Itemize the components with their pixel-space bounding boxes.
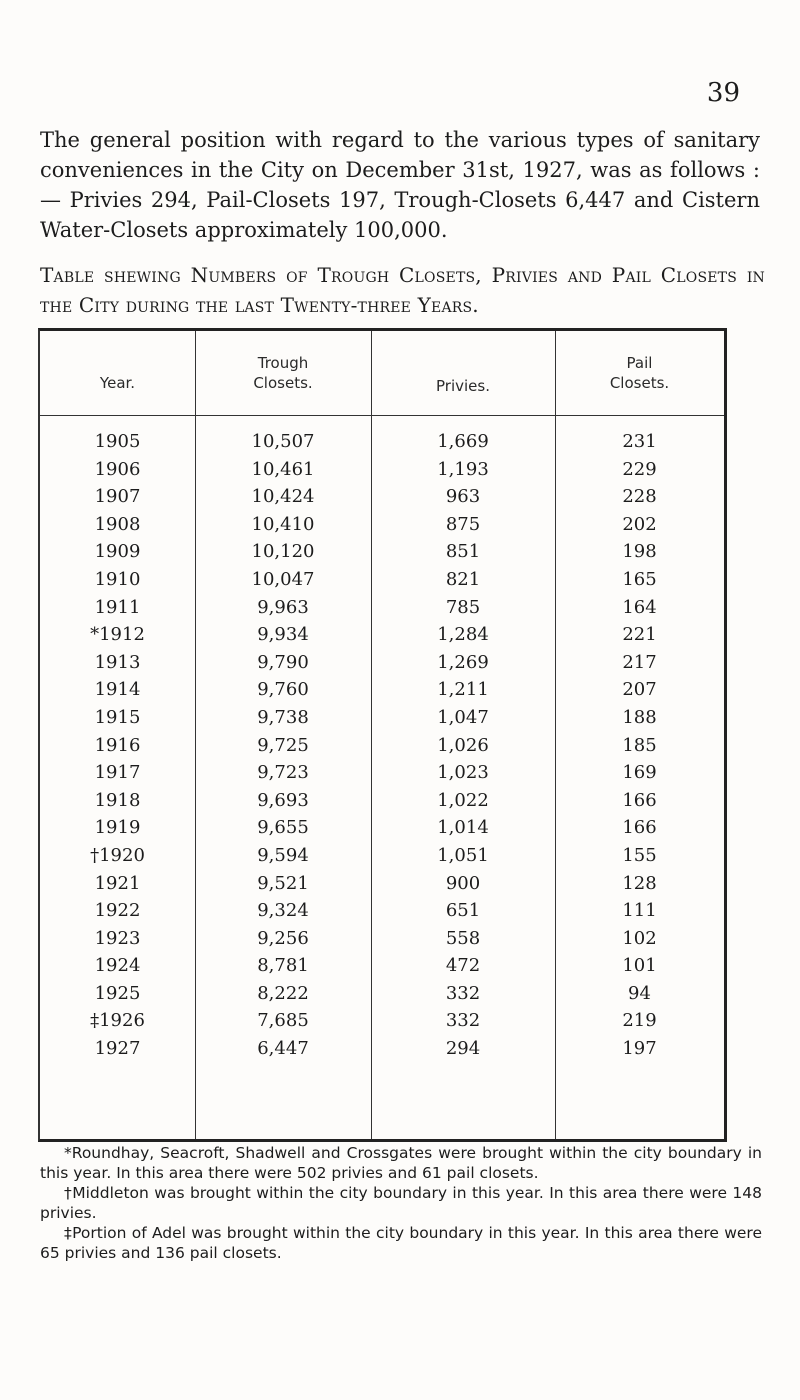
table-row: [40, 428, 724, 456]
privies-cell: 1,269: [437, 651, 489, 673]
year-cell: 1925: [94, 982, 141, 1004]
header-pail-line1: Pail: [626, 354, 653, 372]
header-trough-line2: Closets.: [253, 374, 313, 392]
pail-closets-cell: 111: [622, 900, 657, 922]
header-pail-closets: [555, 331, 724, 415]
trough-closets-cell: 10,410: [251, 513, 315, 535]
year-cell: 1905: [94, 431, 141, 452]
privies-cell: 1,051: [437, 844, 489, 866]
trough-closets-cell: 10,120: [251, 541, 315, 563]
pail-closets-cell: 229: [622, 458, 657, 480]
header-pail-line2: Closets.: [609, 374, 670, 392]
privies-cell: 332: [445, 1010, 481, 1032]
year-cell: 1919: [94, 817, 141, 839]
closets-table: [38, 328, 727, 1142]
header-year-label: Year.: [99, 374, 136, 392]
trough-closets-cell: 10,047: [251, 568, 315, 590]
table-row: [40, 594, 724, 622]
trough-closets-cell: 9,521: [257, 872, 309, 894]
table-row: [40, 787, 724, 815]
pail-closets-cell: 166: [622, 789, 657, 811]
trough-closets-cell: 6,447: [257, 1038, 309, 1060]
year-cell: 1907: [94, 486, 141, 508]
header-year: [40, 331, 195, 415]
privies-cell: 1,284: [437, 624, 489, 646]
pail-closets-cell: 228: [622, 486, 657, 508]
table-row: [40, 732, 724, 760]
footnotes: [40, 1143, 762, 1263]
privies-cell: 472: [445, 955, 481, 977]
trough-closets-cell: 8,222: [257, 982, 309, 1004]
trough-closets-cell: 10,507: [251, 431, 315, 452]
year-cell: 1924: [94, 955, 141, 977]
table-row: [40, 483, 724, 511]
year-cell: 1915: [94, 706, 141, 728]
table-body: [40, 428, 724, 1063]
year-cell: 1923: [94, 927, 141, 949]
pail-closets-cell: 219: [622, 1010, 657, 1032]
header-trough-closets: [195, 331, 371, 415]
table-row: [40, 842, 724, 870]
trough-closets-cell: 8,781: [257, 955, 309, 977]
table-row: [40, 814, 724, 842]
pail-closets-cell: 94: [628, 982, 651, 1004]
year-cell: 1911: [94, 596, 141, 618]
header-privies-label: Privies.: [436, 377, 490, 395]
table-row: [40, 897, 724, 925]
pail-closets-cell: 231: [622, 431, 657, 452]
footnote-dagger: †Middleton was brought within the city boundary in this year. In this area there were 148 privies.: [40, 1184, 762, 1222]
privies-cell: 1,211: [437, 679, 489, 701]
privies-cell: 1,669: [437, 431, 489, 452]
table-row: [40, 925, 724, 953]
year-cell: *1912: [90, 624, 145, 646]
table-row: [40, 1035, 724, 1063]
header-privies: [371, 331, 555, 415]
pail-closets-cell: 221: [622, 624, 657, 646]
trough-closets-cell: 9,324: [257, 900, 309, 922]
table-row: [40, 621, 724, 649]
trough-closets-cell: 9,738: [257, 706, 309, 728]
footnote-star: *Roundhay, Seacroft, Shadwell and Crossgates were brought within the city boundary in this year. In this area there were 502 privies and 61 pail closets.: [40, 1144, 762, 1182]
header-divider: [40, 415, 724, 416]
table-row: [40, 676, 724, 704]
trough-closets-cell: 9,655: [257, 817, 309, 839]
privies-cell: 851: [445, 541, 481, 563]
trough-closets-cell: 9,725: [257, 734, 309, 756]
trough-closets-cell: 9,723: [257, 762, 309, 784]
privies-cell: 785: [445, 596, 481, 618]
privies-cell: 294: [445, 1038, 481, 1060]
year-cell: 1916: [94, 734, 141, 756]
privies-cell: 900: [445, 872, 481, 894]
privies-cell: 1,014: [437, 817, 489, 839]
year-cell: 1921: [94, 872, 141, 894]
header-trough-line1: Trough: [257, 354, 309, 372]
year-cell: †1920: [90, 844, 145, 866]
trough-closets-cell: 10,424: [251, 486, 315, 508]
pail-closets-cell: 188: [622, 706, 657, 728]
privies-cell: 1,023: [437, 762, 489, 784]
pail-closets-cell: 101: [622, 955, 657, 977]
table-row: [40, 870, 724, 898]
year-cell: 1908: [94, 513, 141, 535]
table-row: [40, 538, 724, 566]
year-cell: 1909: [94, 541, 141, 563]
privies-cell: 1,026: [437, 734, 489, 756]
page-number: 39: [706, 78, 740, 108]
pail-closets-cell: 197: [622, 1038, 657, 1060]
privies-cell: 332: [445, 982, 481, 1004]
year-cell: 1906: [94, 458, 141, 480]
year-cell: 1918: [94, 789, 141, 811]
footnote-double-dagger: ‡Portion of Adel was brought within the city boundary in this year. In this area there were 65 privies and 136 pail closets.: [40, 1224, 762, 1262]
year-cell: 1922: [94, 900, 141, 922]
privies-cell: 651: [445, 900, 481, 922]
intro-paragraph: The general position with regard to the various types of sanitary conveniences in the City on December 31st, 1927, was as follows :— Privies 294, Pail-Closets 197, Trough-Closets 6,447 and Cistern Water-Closets approximately 100,000.: [40, 128, 760, 242]
privies-cell: 821: [445, 568, 481, 590]
privies-cell: 963: [445, 486, 481, 508]
table-title: Table shewing Numbers of Trough Closets, Privies and Pail Closets in the City during the last Twenty-three Years.: [40, 263, 765, 317]
pail-closets-cell: 164: [622, 596, 657, 618]
pail-closets-cell: 165: [622, 568, 657, 590]
trough-closets-cell: 10,461: [251, 458, 315, 480]
trough-closets-cell: 9,790: [257, 651, 309, 673]
pail-closets-cell: 169: [622, 762, 657, 784]
table-row: [40, 704, 724, 732]
privies-cell: 558: [445, 927, 481, 949]
trough-closets-cell: 9,963: [257, 596, 309, 618]
table-row: [40, 566, 724, 594]
pail-closets-cell: 217: [622, 651, 657, 673]
pail-closets-cell: 202: [622, 513, 657, 535]
year-cell: 1917: [94, 762, 141, 784]
year-cell: 1913: [94, 651, 141, 673]
table-row: [40, 759, 724, 787]
pail-closets-cell: 128: [622, 872, 657, 894]
year-cell: ‡1926: [90, 1010, 145, 1032]
table-row: [40, 649, 724, 677]
year-cell: 1927: [94, 1038, 141, 1060]
table-row: [40, 952, 724, 980]
table-row: [40, 511, 724, 539]
trough-closets-cell: 7,685: [257, 1010, 309, 1032]
trough-closets-cell: 9,934: [257, 624, 309, 646]
pail-closets-cell: 166: [622, 817, 657, 839]
trough-closets-cell: 9,760: [257, 679, 309, 701]
pail-closets-cell: 155: [622, 844, 657, 866]
year-cell: 1910: [94, 568, 141, 590]
table-row: [40, 980, 724, 1008]
table-row: [40, 456, 724, 484]
pail-closets-cell: 207: [622, 679, 657, 701]
privies-cell: 1,022: [437, 789, 489, 811]
trough-closets-cell: 9,693: [257, 789, 309, 811]
trough-closets-cell: 9,256: [257, 927, 309, 949]
privies-cell: 1,193: [437, 458, 489, 480]
pail-closets-cell: 185: [622, 734, 657, 756]
pail-closets-cell: 198: [622, 541, 657, 563]
privies-cell: 1,047: [437, 706, 489, 728]
pail-closets-cell: 102: [622, 927, 657, 949]
privies-cell: 875: [445, 513, 481, 535]
trough-closets-cell: 9,594: [257, 844, 309, 866]
year-cell: 1914: [94, 679, 141, 701]
table-row: [40, 1007, 724, 1035]
